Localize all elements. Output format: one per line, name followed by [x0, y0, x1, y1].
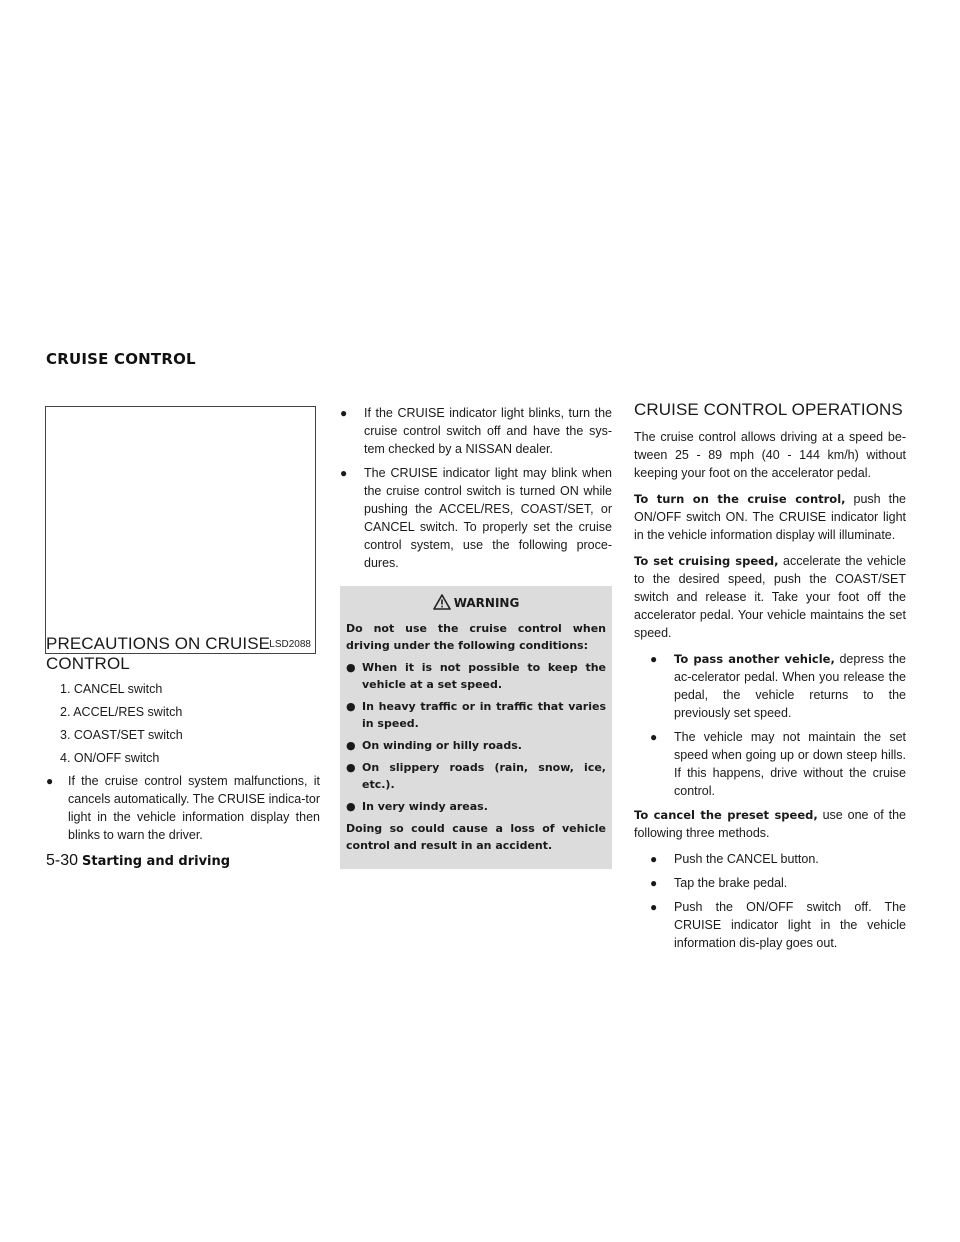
bullet-text: If the cruise control system malfunctions, it cancels automatically. The CRUISE indica-tor light in the vehicle information display then blinks to warn the driver. [68, 774, 320, 842]
bullet-icon: ● [346, 661, 356, 674]
column-2 [340, 404, 612, 869]
operations-heading: CRUISE CONTROL OPERATIONS [634, 400, 903, 419]
warning-title: WARNING [453, 596, 520, 610]
section-title: CRUISE CONTROL [46, 350, 196, 368]
bullet-text: The vehicle may not maintain the set speed when going up or down steep hills. If this happens, drive without the cruise control. [674, 730, 906, 798]
bullet-item [46, 772, 320, 844]
pass-vehicle-label: To pass another vehicle, [674, 652, 835, 666]
bullet-icon: ● [650, 876, 658, 890]
bullet-item [650, 850, 906, 868]
bullet-item [650, 650, 906, 722]
list-item: 4. ON/OFF switch [60, 751, 160, 765]
bullet-icon: ● [650, 730, 658, 744]
bullet-icon: ● [340, 406, 348, 420]
bullet-icon: ● [346, 761, 356, 774]
figure-code: LSD2088 [269, 639, 311, 650]
warning-triangle-icon [433, 594, 451, 610]
set-speed-text: accelerate the vehicle to the desired speed, push the COAST/SET switch and release it. Take your foot off the accelerator pedal. Your vehicle maintains the set speed. [634, 554, 906, 640]
bullet-icon: ● [346, 800, 356, 813]
warning-item-text: In very windy areas. [362, 800, 488, 813]
warning-item-text: On slippery roads (rain, snow, ice, etc.). [362, 761, 606, 791]
set-speed-label: To set cruising speed, [634, 554, 779, 568]
bullet-text: Tap the brake pedal. [674, 876, 788, 890]
cancel-paragraph [634, 806, 906, 842]
pass-vehicle-text: depress the ac-celerator pedal. When you release the pedal, the vehicle returns to the previously set speed. [674, 652, 906, 720]
warning-item-text: In heavy traffic or in traffic that varies in speed. [362, 700, 606, 730]
warning-item [346, 659, 606, 693]
list-item: 1. CANCEL switch [60, 682, 163, 696]
bullet-icon: ● [346, 700, 356, 713]
turn-on-label: To turn on the cruise control, [634, 492, 846, 506]
warning-item [346, 698, 606, 732]
column-3 [634, 400, 906, 958]
warning-item-text: On winding or hilly roads. [362, 739, 522, 752]
bullet-item [650, 898, 906, 952]
turn-on-text: push the ON/OFF switch ON. The CRUISE indicator light in the vehicle information display will illuminate. [634, 492, 906, 542]
bullet-icon: ● [340, 466, 348, 480]
precautions-heading: PRECAUTIONS ON CRUISE CONTROL [46, 634, 271, 673]
bullet-icon: ● [346, 739, 356, 752]
bullet-text: The CRUISE indicator light may blink when the cruise control switch is turned ON while pushing the ACCEL/RES, COAST/SET, or CANCEL switch. To properly set the cruise control system, use the following proce-dures. [364, 466, 612, 570]
warning-item [346, 798, 606, 815]
warning-box [340, 586, 612, 869]
list-item: 3. COAST/SET switch [60, 728, 183, 742]
set-speed-paragraph [634, 552, 906, 642]
bullet-text: If the CRUISE indicator light blinks, turn the cruise control switch off and have the sys-tem checked by a NISSAN dealer. [364, 406, 612, 456]
cancel-text: use one of the following three methods. [634, 808, 906, 840]
cancel-label: To cancel the preset speed, [634, 808, 818, 822]
bullet-item [650, 728, 906, 800]
warning-item-text: When it is not possible to keep the vehicle at a set speed. [362, 661, 606, 691]
page-footer [46, 852, 230, 871]
bullet-text: Push the CANCEL button. [674, 852, 819, 866]
switch-list [46, 680, 320, 767]
warning-header [346, 592, 606, 612]
bullet-icon: ● [650, 900, 658, 914]
warning-item [346, 759, 606, 793]
warning-item [346, 737, 606, 754]
chapter-title: Starting and driving [82, 854, 231, 869]
page-number: 5-30 [46, 852, 79, 869]
bullet-item [650, 874, 906, 892]
bullet-item [340, 464, 612, 572]
bullet-icon: ● [650, 852, 658, 866]
warning-intro: Do not use the cruise control when driving under the following conditions: [346, 622, 606, 652]
bullet-icon: ● [46, 774, 54, 788]
column-1 [46, 634, 320, 850]
bullet-text: Push the ON/OFF switch off. The CRUISE indicator light in the vehicle information dis-play goes out. [674, 900, 906, 950]
figure-frame [45, 406, 316, 654]
warning-outro: Doing so could cause a loss of vehicle control and result in an accident. [346, 822, 606, 852]
turn-on-paragraph [634, 490, 906, 544]
operations-intro: The cruise control allows driving at a speed be-tween 25 - 89 mph (40 - 144 km/h) without keeping your foot on the accelerator pedal. [634, 430, 906, 480]
bullet-icon: ● [650, 652, 658, 666]
list-item: 2. ACCEL/RES switch [60, 705, 183, 719]
bullet-item [340, 404, 612, 458]
